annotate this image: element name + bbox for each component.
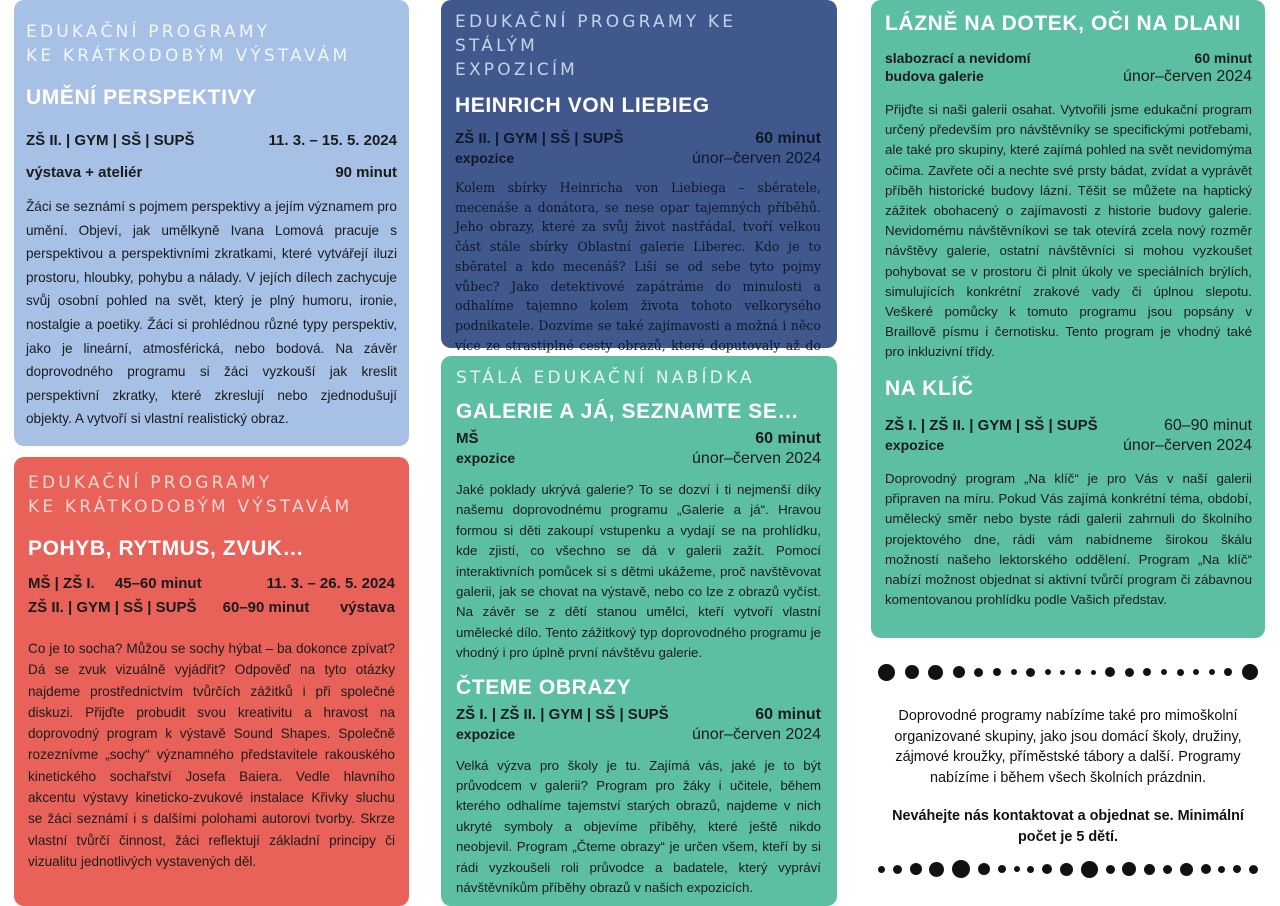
- decorative-dot: [1026, 668, 1035, 677]
- decorative-dot: [1201, 864, 1211, 874]
- program-title: LÁZNĚ NA DOTEK, OČI NA DLANI: [885, 12, 1241, 35]
- section-label: [26, 20, 397, 68]
- program-description: Jaké poklady ukrývá galerie? To se dozví i ti nejmenší díky našemu doprovodnému programu „Galerie a já“. Hravou formou si děti zakoupí vstupenku a vydají se na prohlídku, kde zjistí, co všechno se dá v galerii zažít. Pomocí interaktivních pomůcek si s dětmi ukážeme, proč navštěvovat galerii, jak se chovat na výstavě, nebo co lze z obrazů vyčíst. Na závěr se z dětí stanou umělci, kteří vytvoří vlastní umělecké dílo. Tento zážitkový typ doprovodného programu je vhodný i pro úplně první návštěvu galerie.: [456, 482, 821, 661]
- decorative-dot: [1143, 668, 1151, 676]
- program-type: expozice: [456, 450, 516, 466]
- program-meta-row: [885, 68, 1252, 86]
- dates: 11. 3. – 26. 5. 2024: [266, 575, 395, 592]
- decorative-dot: [952, 860, 970, 878]
- decorative-dot: [1161, 669, 1167, 675]
- section-label-line1: EDUKAČNÍ PROGRAMY: [26, 22, 271, 42]
- decorative-dot: [1249, 865, 1258, 874]
- program-meta-row: [26, 132, 397, 149]
- program-type: výstava + ateliér: [26, 164, 143, 181]
- section-label-line2: EXPOZICÍM: [455, 60, 579, 80]
- audience: ZŠ II. | GYM | SŠ | SUPŠ: [26, 132, 195, 149]
- decorative-dot: [1122, 862, 1136, 876]
- dates: únor–červen 2024: [692, 725, 821, 743]
- program-type: výstava: [339, 599, 395, 616]
- decorative-dot: [953, 666, 965, 678]
- decorative-dot: [1042, 864, 1052, 874]
- program-meta-row: [455, 130, 821, 148]
- section-label-line1: EDUKAČNÍ PROGRAMY KE STÁLÝM: [455, 12, 737, 56]
- duration: 60 minut: [755, 705, 821, 723]
- section-label: [455, 10, 821, 82]
- program-meta-row: [456, 726, 821, 744]
- program-card-umeni-perspektivy: [14, 0, 409, 446]
- decorative-dot: [1144, 864, 1155, 875]
- duration: 90 minut: [335, 164, 397, 181]
- audience: ZŠ I. | ZŠ II. | GYM | SŠ | SUPŠ: [885, 416, 1098, 434]
- duration: 60 minut: [755, 130, 821, 147]
- program-meta-row: [456, 430, 821, 448]
- program-description: Co je to socha? Můžou se sochy hýbat – ba dokonce zpívat? Dá se zvuk vizuálně vyjádřit? Odpověď na tyto otázky najdeme prostřednictvím tvůrčích zážitků i při společné diskuzi. Přijďte probudit svou kreativitu a hravost na doprovodný program k výstavě Sound Shapes. Společně rozeznívme „sochy“ významného představitele rakouského kinetického sochařství Josefa Baiera. Vedle hlavního akcentu výstavy kineticko-zvukové instalace Křivky sluchu se žáci seznámí i s dalšími polohami autorovi tvorby. Skrze vlastní tvůrčí činnost, žáci reflektují základní principy či vizualitu jednotlivých vystavených děl.: [28, 641, 395, 869]
- decorative-dot: [1060, 670, 1065, 675]
- decorative-dot: [1060, 863, 1073, 876]
- audience: ZŠ I. | ZŠ II. | GYM | SŠ | SUPŠ: [456, 705, 669, 723]
- decorative-dot: [1193, 669, 1199, 675]
- program-title: UMĚNÍ PERSPEKTIVY: [26, 86, 257, 109]
- decorative-dot: [1075, 669, 1081, 675]
- section-label: STÁLÁ EDUKAČNÍ NABÍDKA: [456, 368, 755, 388]
- program-type: expozice: [456, 725, 516, 742]
- decorative-dot: [993, 668, 1001, 676]
- audience-group: [28, 575, 202, 592]
- dot-divider-bottom: [872, 857, 1264, 881]
- dates: 11. 3. – 15. 5. 2024: [268, 132, 397, 149]
- decorative-dot: [1163, 865, 1172, 874]
- program-meta-row: [885, 417, 1252, 435]
- duration: 60–90 minut: [1163, 416, 1252, 434]
- audience-group: [28, 599, 309, 616]
- section-label-line2: KE KRÁTKODOBÝM VÝSTAVÁM: [28, 497, 353, 517]
- duration: 60–90 minut: [222, 599, 310, 616]
- program-type: expozice: [455, 150, 515, 166]
- program-type: budova galerie: [885, 68, 984, 84]
- decorative-dot: [1209, 669, 1215, 675]
- decorative-dot: [1233, 865, 1241, 873]
- decorative-dot: [1014, 866, 1020, 872]
- decorative-dot: [1224, 668, 1232, 676]
- decorative-dot: [978, 863, 990, 875]
- audience: MŠ | ZŠ I.: [28, 575, 95, 592]
- audience: slabozrací a nevidomí: [885, 50, 1031, 66]
- decorative-dot: [1125, 668, 1134, 677]
- program-meta-row: [456, 706, 821, 724]
- decorative-dot: [905, 665, 919, 679]
- dot-divider-top: [872, 660, 1264, 684]
- decorative-dot: [1242, 664, 1258, 680]
- decorative-dot: [878, 664, 895, 681]
- program-description: Doprovodný program „Na klíč“ je pro Vás v naší galerii připraven na míru. Pokud Vás zajímá konkrétní téma, období, umělecký směr nebo byste rádi galerii zahrnuli do školního projektového dne, rádi vám nabídneme širokou škálu možností našeho lektorského oddělení. Program „Na klíč“ nabízí možnost objednat si aktivní tvůrčí program či zábavnou komentovanou prohlídku podle Vašich představ.: [885, 470, 1252, 608]
- program-meta-row: [26, 164, 397, 181]
- decorative-dot: [1105, 667, 1115, 677]
- dates: únor–červen 2024: [692, 150, 821, 167]
- dates: únor–červen 2024: [1123, 436, 1252, 454]
- decorative-dot: [1027, 866, 1034, 873]
- duration: 45–60 minut: [114, 575, 202, 592]
- decorative-dot: [1081, 861, 1098, 878]
- program-title: POHYB, RYTMUS, ZVUK…: [28, 537, 305, 560]
- program-meta-row: [456, 450, 821, 468]
- decorative-dot: [1011, 669, 1017, 675]
- info-note: [872, 660, 1264, 890]
- program-description: Žáci se seznámí s pojmem perspektivy a jejím významem pro umění. Objeví, jak umělkyně Ivana Lomová pracuje s perspektivou a perspektivními zkratkami, které vytvářejí iluzi prostoru, hloubky, pohybu a nálady. V jejích dílech zachycuje svůj osobní pohled na svět, který je plný humoru, ironie, nostalgie a poetiky. Žáci si prohlédnou různé typy perspektiv, jako je lineární, atmosférická, nebo bodová. Na závěr doprovodného programu si žáci vyzkouší jak kreslit perspektivní zkratky, které zkreslují nebo zjednodušují objekty. A vytvoří si vlastní realistický obraz.: [26, 199, 397, 427]
- program-card-pohyb-rytmus-zvuk: [14, 457, 409, 906]
- decorative-dot: [929, 862, 944, 877]
- decorative-dot: [1177, 669, 1184, 676]
- program-title: NA KLÍČ: [885, 376, 974, 400]
- program-meta-row: [28, 599, 395, 616]
- audience: ZŠ II. | GYM | SŠ | SUPŠ: [455, 130, 624, 147]
- program-meta-row: [28, 575, 395, 592]
- program-card-lazne-na-dotek: [871, 0, 1265, 638]
- section-label: [28, 471, 395, 519]
- dates: únor–červen 2024: [1123, 68, 1252, 85]
- section-label-line2: KE KRÁTKODOBÝM VÝSTAVÁM: [26, 46, 351, 66]
- program-title: GALERIE A JÁ, SEZNAMTE SE…: [456, 400, 800, 423]
- program-card-heinrich-von-liebieg: [441, 0, 837, 353]
- program-meta-row: [885, 50, 1252, 66]
- duration: 60 minut: [755, 430, 821, 447]
- decorative-dot: [1218, 866, 1225, 873]
- decorative-dot: [974, 668, 983, 677]
- audience: ZŠ II. | GYM | SŠ | SUPŠ: [28, 599, 197, 616]
- decorative-dot: [1180, 863, 1193, 876]
- decorative-dot: [893, 865, 902, 874]
- program-description: Velká výzva pro školy je tu. Zajímá vás, jaké je to být průvodcem v galerii? Program pro žáky i učitele, během kterého odhalíme tajemství starých obrazů, najdeme v nich ukryté symboly a objevíme příběhy, které ještě nikdo neobjevil. Program „Čteme obrazy“ je určen všem, kteří by si rádi vyzkoušeli roli průvodce a badatele, který vypráví návštěvníkům příběhy obrazů v našich expozicích.: [456, 757, 821, 896]
- duration: 60 minut: [1194, 50, 1252, 66]
- decorative-dot: [910, 863, 922, 875]
- decorative-dot: [1106, 865, 1115, 874]
- program-type: expozice: [885, 436, 945, 453]
- info-text: Doprovodné programy nabízíme také pro mimoškolní organizované skupiny, jako jsou domácí školy, družiny, zájmové kroužky, příměstské tábory a další. Programy nabízíme i během všech školních prázdnin.: [894, 708, 1242, 786]
- program-meta-row: [885, 437, 1252, 455]
- dates: únor–červen 2024: [692, 450, 821, 467]
- decorative-dot: [1045, 669, 1051, 675]
- audience: MŠ: [456, 430, 479, 447]
- program-meta-row: [455, 150, 821, 168]
- program-card-stala-nabidka: [441, 356, 837, 906]
- decorative-dot: [928, 665, 943, 680]
- program-description: Kolem sbírky Heinricha von Liebiega – sběratele, mecenáše a donátora, se nese opar tajemných příběhů. Jeho obrazy, které za svůj život nastřádal, tvoří velkou část stále sbírky Oblastní galerie Liberec. Kdo je to sběratel a kdo mecenáš? Liší se od sebe tyto pojmy vůbec? Jako detektivové zapátráme do minulosti a odhalíme tajemno kolem života tohoto velkorysého podnikatele. Dozvíme se také zajímavosti a možná i něco více ze strastiplné cesty obrazů, které doputovaly až do: [455, 180, 821, 353]
- section-label-line1: EDUKAČNÍ PROGRAMY: [28, 473, 273, 493]
- decorative-dot: [998, 865, 1006, 873]
- decorative-dot: [1091, 670, 1096, 675]
- program-description: Přijďte si naši galerii osahat. Vytvořili jsme edukační program určený především pro návštěvníky se specifickými potřebami, ale také pro skupiny, které zajímá pohled na svět nevidomýma očima. Zavřete oči a nechte své prsty bádat, zvídat a vyprávět příběh historické budovy lázní. Těšit se můžete na haptický zážitek obohacený o zajímavosti z historie budovy galerie. Nevidomému návštěvníkovi se tak otevírá zcela nový rozměr návštěvy galerie, ostatní návštěvníci si mohou vyzkoušet pohybovat se v prostoru či plnit úkoly ve speciálních brýlích, simulujících konkrétní zrakové vady či úplnou slepotu. Veškeré pomůcky k tomuto programu jsou popsány v Braillově písmu i černotisku. Tento program je vhodný také pro inkluzivní třídy.: [885, 102, 1252, 360]
- info-callout: Neváhejte nás kontaktovat a objednat se. Minimální počet je 5 dětí.: [892, 808, 1244, 845]
- decorative-dot: [878, 866, 885, 873]
- program-title: HEINRICH VON LIEBIEG: [455, 94, 710, 117]
- program-title: ČTEME OBRAZY: [456, 675, 632, 699]
